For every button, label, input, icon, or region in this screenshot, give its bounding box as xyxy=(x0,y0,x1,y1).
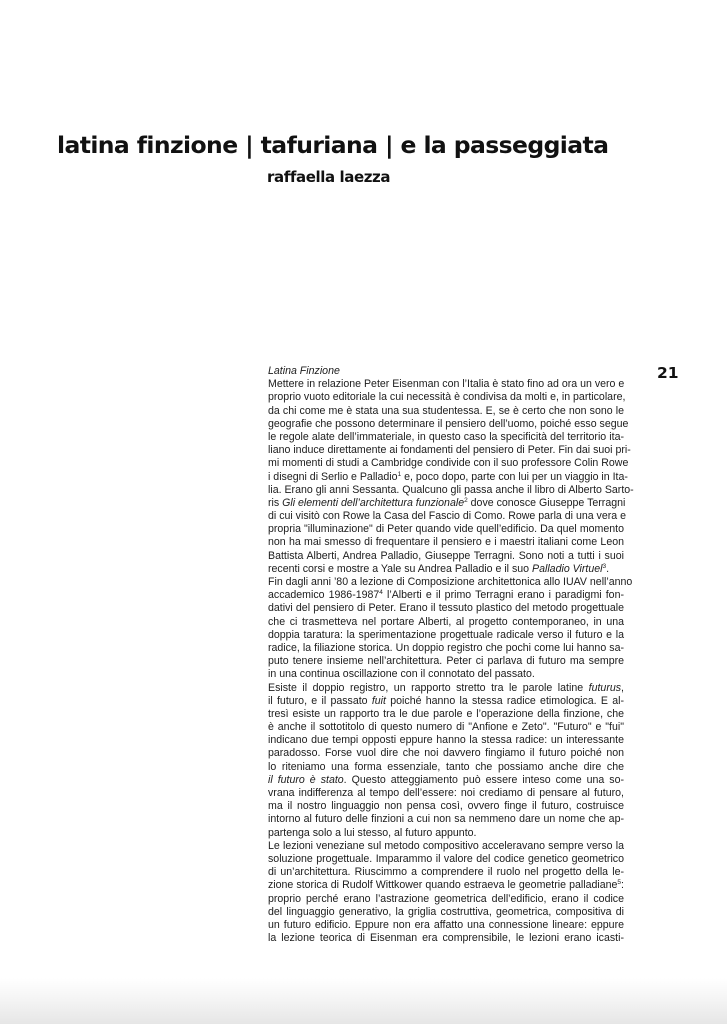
italic-text: Gli elementi dell’architettura funzionale xyxy=(282,496,465,509)
article-title: latina finzione | tafuriana | e la passeggiata xyxy=(57,131,609,159)
text-run: recenti corsi e mostre a Yale su Andrea Palladio e il suo xyxy=(268,562,533,575)
text-line xyxy=(268,536,624,549)
text-run: i disegni di Serlio e Palladio xyxy=(268,470,398,483)
text-run: poiché hanno la stessa radice etimologica. E al- xyxy=(385,694,624,707)
text-line xyxy=(268,813,624,826)
text-run: soluzione progettuale. Imparammo il valore del codice genetico geometrico xyxy=(268,852,624,865)
text-line xyxy=(268,893,624,906)
text-line xyxy=(268,774,624,787)
text-run: propria "illuminazione" di Peter quando vide quell’edificio. Da quel momento xyxy=(268,523,624,536)
italic-text: Palladio Virtuel xyxy=(532,562,603,575)
text-run: proprio vuoto editoriale la cui necessità è condivisa da molti e, in particolare, xyxy=(268,391,626,404)
text-run: ma il nostro linguaggio non pensa così, ovvero finge il futuro, costruisce xyxy=(268,800,624,813)
text-line xyxy=(268,827,624,840)
text-line xyxy=(268,682,624,695)
text-line xyxy=(268,405,624,418)
text-run: vrana indifferenza al tempo dell’essere: noi crediamo di pensare al futuro, xyxy=(268,787,624,799)
text-line xyxy=(268,550,624,563)
text-line xyxy=(268,470,628,484)
text-line xyxy=(268,444,631,457)
text-run: . Questo atteggiamento può essere inteso come una so- xyxy=(343,773,624,786)
italic-text: il futuro è stato xyxy=(268,773,344,786)
footnote-marker: 1 xyxy=(397,470,402,478)
text-run: è anche il sottotitolo di questo numero di "Anfione e Zeto". "Futuro" e "fui" xyxy=(268,721,624,734)
text-run: indicano due tempi opposti eppure hanno la stessa radice: un interessante xyxy=(268,734,624,747)
text-run: Fin dagli anni ’80 a lezione di Composizione architettonica allo IUAV nell’anno xyxy=(268,576,633,588)
text-run: Esiste il doppio registro, un rapporto stretto tra le parole latine xyxy=(268,681,589,694)
text-run: in una continua oscillazione con il connotato del passato. xyxy=(268,668,535,681)
text-run: un futuro edificio. Eppure non era affatto una connessione lineare: eppure xyxy=(268,918,624,931)
text-run: accademico 1986-1987 xyxy=(268,589,380,602)
text-run: dativi del pensiero di Peter. Erano il tessuto plastico del metodo progettuale xyxy=(268,602,624,615)
body-text-column xyxy=(268,365,634,945)
page-number: 21 xyxy=(657,364,679,382)
text-run: zione storica di Rudolf Wittkower quando estraeva le geometrie palladiane xyxy=(268,879,618,892)
text-line xyxy=(268,906,624,919)
text-line xyxy=(268,523,624,536)
text-run: mi momenti di studi a Cambridge condivide con il suo professore Colin Rowe xyxy=(268,457,629,470)
text-run: la lezione teorica di Eisenman era comprensibile, le lezioni erano icasti- xyxy=(268,932,624,945)
text-line xyxy=(268,800,624,813)
text-run: paradosso. Forse vuol dire che noi davvero fingiamo il futuro poiché non xyxy=(268,747,624,760)
text-run: da chi come me è stata una sua studentessa. E, se è certo che non sono le xyxy=(268,404,624,417)
footnote-marker: 4 xyxy=(379,589,383,597)
text-run: il futuro, e il passato xyxy=(268,694,372,707)
footnote-marker: 3 xyxy=(602,562,607,570)
text-run: Le lezioni veneziane sul metodo compositivo acceleravano sempre verso la xyxy=(268,839,624,852)
text-line xyxy=(268,589,624,602)
text-line xyxy=(268,787,624,800)
text-run: non ha mai smesso di frequentare il pensiero e i maestri italiani come Leon xyxy=(268,536,624,549)
text-run: , xyxy=(621,681,624,694)
text-line xyxy=(268,840,624,853)
text-line xyxy=(268,417,629,431)
text-line xyxy=(268,457,629,470)
text-run: intorno al futuro delle finzioni a cui non sa nemmeno dare un nome che ap- xyxy=(268,813,624,826)
text-line xyxy=(268,510,627,523)
text-run: e, poco dopo, parte con lui per un viaggio in Ita- xyxy=(401,470,628,483)
text-run: proprio perché erano l’astrazione geometrica dell’edificio, erano il codice xyxy=(268,892,624,905)
text-run: dove conosce Giuseppe Terragni xyxy=(467,496,626,509)
text-run: geografie che possono determinare il pensiero dell’uomo, poiché esso segue xyxy=(268,417,629,430)
text-line xyxy=(268,378,624,391)
text-line xyxy=(268,497,624,510)
text-line xyxy=(268,483,634,497)
section-heading: Latina Finzione xyxy=(268,365,340,377)
text-line xyxy=(268,879,624,892)
text-line xyxy=(268,629,624,642)
text-line xyxy=(268,642,624,655)
text-line xyxy=(268,431,624,444)
text-run: del linguaggio generativo, la griglia costruttiva, geometrica, compositiva di xyxy=(268,905,624,918)
text-line xyxy=(268,747,624,760)
text-run: . xyxy=(606,562,610,575)
text-run: Mettere in relazione Peter Eisenman con l’Italia è stato fino ad ora un vero e xyxy=(268,378,625,391)
italic-text: fuit xyxy=(371,694,386,707)
text-line xyxy=(268,602,624,615)
text-run: liano induce direttamente ai fondamenti del pensiero di Peter. Fin dai suoi pri- xyxy=(268,444,631,457)
text-line xyxy=(268,866,624,879)
text-run: tresì esiste un rapporto tra le due parole e l’operazione della finzione, che xyxy=(268,707,624,720)
text-line xyxy=(268,734,624,747)
footnote-marker: 2 xyxy=(464,496,468,504)
text-line xyxy=(268,721,624,734)
text-run: di cui visitò con Rowe la Casa del Fascio di Como. Rowe parla di una vera e xyxy=(268,510,627,523)
text-run: che ci trasmetteva nel portare Alberti, al progetto contemporaneo, in una xyxy=(268,615,624,628)
text-run: di un’architettura. Riuscimmo a comprendere il ruolo nel progetto della le- xyxy=(268,866,624,879)
text-line xyxy=(268,853,624,866)
page-bottom-shadow xyxy=(0,978,727,1024)
text-line xyxy=(268,576,633,589)
text-line xyxy=(268,919,624,932)
text-run: lo riteniamo una forma essenziale, tanto che possiamo anche dire che xyxy=(268,760,624,773)
text-run: : xyxy=(621,879,624,892)
text-line xyxy=(268,655,624,668)
text-line xyxy=(268,616,624,629)
text-line xyxy=(268,563,624,576)
text-line xyxy=(268,668,624,681)
text-line xyxy=(268,695,624,708)
text-run: Battista Alberti, Andrea Palladio, Giuseppe Terragni. Sono noti a tutti i suoi xyxy=(268,549,624,562)
text-run: l’Alberti e il primo Terragni erano i paradigmi fon- xyxy=(382,589,624,602)
text-line xyxy=(268,761,624,774)
italic-text: futurus xyxy=(588,681,622,694)
article-author: raffaella laezza xyxy=(267,168,391,186)
text-run: le regole alate dell’immateriale, in questo caso la specificità del territorio ita- xyxy=(268,430,624,443)
body-paragraphs xyxy=(268,378,634,945)
text-line xyxy=(268,932,624,945)
text-run: doppia taratura: la sperimentazione progettuale radicale verso il futuro e la xyxy=(268,628,624,641)
text-run: ris xyxy=(268,496,283,509)
text-line xyxy=(268,708,624,721)
text-run: lia. Erano gli anni Sessanta. Qualcuno gli passa anche il libro di Alberto Sarto- xyxy=(268,483,634,496)
text-run: partenga solo a lui stesso, al futuro appunto. xyxy=(268,826,477,839)
text-run: puto tenere insieme nell’architettura. Peter ci parlava di futuro ma sempre xyxy=(268,655,624,668)
text-line xyxy=(268,391,624,404)
footnote-marker: 5 xyxy=(617,879,622,887)
text-run: radice, la filiazione storica. Un doppio registro che pochi come lui hanno sa- xyxy=(268,641,624,654)
